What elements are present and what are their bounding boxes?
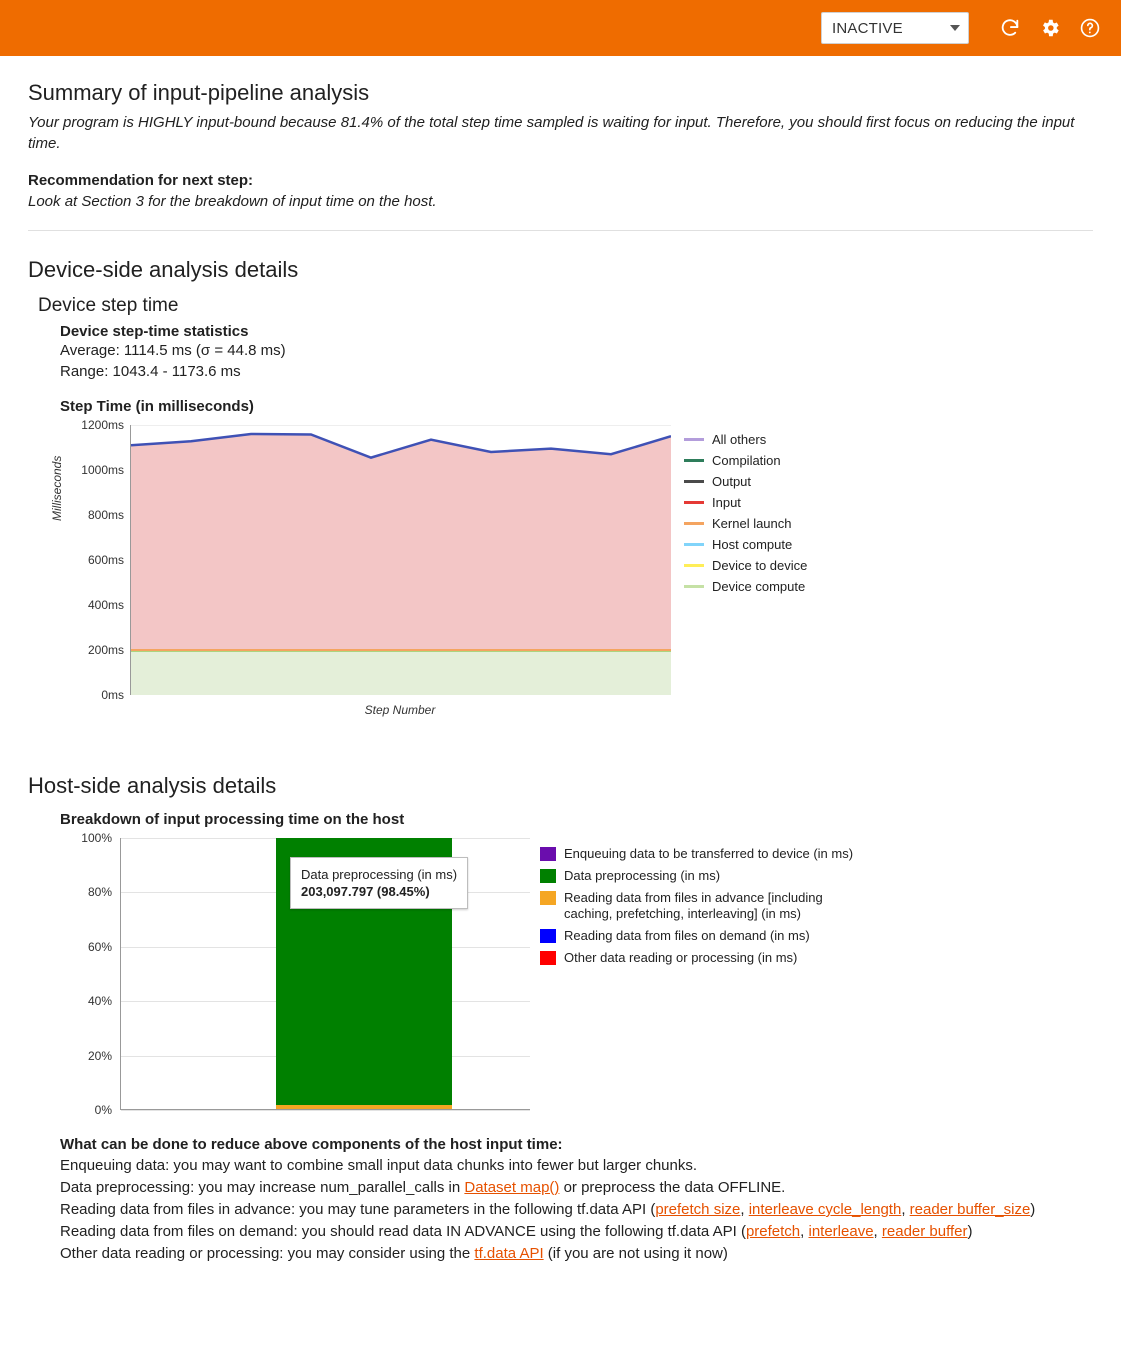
gear-icon[interactable] (1033, 11, 1067, 45)
host-tips-title: What can be done to reduce above components of the host input time: (60, 1136, 563, 1153)
legend-item[interactable] (684, 576, 807, 597)
tip-text: ) (967, 1223, 973, 1240)
device-y-axis-label: Milliseconds (50, 455, 64, 521)
tip-text: Data preprocessing: you may increase num_parallel_calls in (60, 1179, 465, 1196)
legend-item[interactable] (684, 534, 807, 555)
recommendation-body: Look at Section 3 for the breakdown of input time on the host. (28, 193, 437, 210)
legend-label: Compilation (712, 453, 781, 468)
legend-swatch (540, 869, 556, 883)
device-y-tick: 400ms (87, 598, 124, 612)
tip-link[interactable]: reader buffer_size (909, 1201, 1031, 1218)
device-legend (684, 425, 807, 597)
device-y-tick: 800ms (87, 508, 124, 522)
legend-item[interactable] (540, 928, 864, 944)
host-plot-area (60, 831, 530, 1128)
host-y-tick: 40% (87, 994, 112, 1009)
device-plot-inner (130, 425, 670, 695)
legend-item[interactable] (684, 492, 807, 513)
tip-link[interactable]: Dataset map() (464, 1179, 560, 1196)
legend-swatch (684, 438, 704, 441)
legend-item[interactable] (540, 890, 864, 922)
tip-text: Other data reading or processing: you may consider using the (60, 1245, 475, 1262)
bar-reading-in-advance[interactable] (276, 1105, 452, 1109)
tip-text: ) (1030, 1201, 1036, 1218)
tip-link[interactable]: interleave (808, 1223, 874, 1240)
tip-line (60, 1199, 1093, 1221)
device-section-title: Device-side analysis details (28, 257, 299, 282)
device-y-tick: 600ms (87, 553, 124, 567)
tip-text: , (873, 1223, 882, 1240)
host-y-tick: 80% (87, 885, 112, 900)
legend-label: Reading data from files on demand (in ms) (564, 928, 810, 943)
legend-item[interactable] (684, 450, 807, 471)
host-legend (540, 838, 864, 972)
legend-label: Device compute (712, 579, 806, 594)
legend-swatch (684, 480, 704, 483)
tooltip-title: Data preprocessing (in ms) (301, 867, 458, 882)
device-area-svg (131, 425, 671, 695)
device-y-tick: 1200ms (81, 418, 124, 432)
device-stat-average: Average: 1114.5 ms (σ = 44.8 ms) (60, 342, 286, 359)
tip-line (60, 1155, 1093, 1177)
legend-label: Output (712, 474, 752, 489)
host-chart-title: Breakdown of input processing time on the host (60, 811, 405, 828)
legend-swatch (684, 585, 704, 588)
host-tips (60, 1136, 1093, 1265)
device-stat-range: Range: 1043.4 - 1173.6 ms (60, 363, 241, 380)
legend-label: Kernel launch (712, 516, 792, 531)
tip-text: or preprocess the data OFFLINE. (559, 1179, 786, 1196)
legend-item[interactable] (684, 471, 807, 492)
page-title: Summary of input-pipeline analysis (28, 80, 370, 105)
tooltip-value: 203,097.797 (98.45%) (301, 884, 430, 899)
refresh-icon[interactable] (993, 11, 1027, 45)
help-icon[interactable] (1073, 11, 1107, 45)
tip-link[interactable]: tf.data API (474, 1245, 544, 1262)
device-plot-area (50, 418, 670, 717)
tip-line (60, 1243, 1093, 1265)
device-stats-title: Device step-time statistics (60, 323, 249, 340)
legend-item[interactable] (684, 429, 807, 450)
tip-line (60, 1177, 1093, 1199)
tip-text: (if you are not using it now) (543, 1245, 728, 1262)
tip-text: Reading data from files on demand: you should read data IN ADVANCE using the following tf.data API ( (60, 1223, 746, 1240)
device-y-tick: 200ms (87, 643, 124, 657)
device-x-axis-label: Step Number (364, 703, 436, 717)
device-y-tick: 1000ms (81, 463, 124, 477)
run-selector-value: INACTIVE (832, 19, 903, 37)
legend-swatch (684, 459, 704, 462)
legend-label: Other data reading or processing (in ms) (564, 950, 798, 965)
run-selector[interactable] (821, 12, 969, 44)
tip-line (60, 1221, 1093, 1243)
host-section-title: Host-side analysis details (28, 773, 277, 798)
device-step-time-chart (50, 398, 1093, 717)
legend-label: Reading data from files in advance [including caching, prefetching, interleaving] (in ms) (564, 890, 823, 921)
legend-item[interactable] (684, 555, 807, 576)
tip-text: , (901, 1201, 910, 1218)
legend-swatch (684, 543, 704, 546)
host-breakdown-chart (60, 811, 1093, 1128)
legend-swatch (540, 951, 556, 965)
legend-item[interactable] (540, 846, 864, 862)
legend-item[interactable] (540, 950, 864, 966)
legend-label: Data preprocessing (in ms) (564, 868, 721, 883)
legend-label: Enqueuing data to be transferred to device (in ms) (564, 846, 854, 861)
legend-label: Input (712, 495, 741, 510)
legend-swatch (684, 501, 704, 504)
legend-swatch (540, 847, 556, 861)
tip-link[interactable]: interleave cycle_length (748, 1201, 902, 1218)
tip-text: , (800, 1223, 809, 1240)
legend-swatch (684, 522, 704, 525)
legend-item[interactable] (684, 513, 807, 534)
host-y-tick: 20% (87, 1048, 112, 1063)
legend-label: All others (712, 432, 767, 447)
legend-item[interactable] (540, 868, 864, 884)
device-step-time-title: Device step time (38, 295, 179, 316)
recommendation-label: Recommendation for next step: (28, 172, 254, 189)
host-y-tick: 60% (87, 939, 112, 954)
tip-text: , (740, 1201, 749, 1218)
legend-swatch (540, 929, 556, 943)
tip-link[interactable]: prefetch (745, 1223, 801, 1240)
tip-link[interactable]: reader buffer (881, 1223, 968, 1240)
top-toolbar (0, 0, 1121, 56)
host-y-tick: 0% (94, 1103, 112, 1117)
tip-text: Enqueuing data: you may want to combine small input data chunks into fewer but larger chunks. (60, 1157, 698, 1174)
summary-body: Your program is HIGHLY input-bound because 81.4% of the total step time sampled is waiting for input. Therefore, you should first focus on reducing the input time. (28, 114, 1075, 152)
tip-text: Reading data from files in advance: you may tune parameters in the following tf.data API ( (60, 1201, 656, 1218)
host-y-tick: 100% (81, 831, 112, 845)
legend-swatch (684, 564, 704, 567)
legend-label: Host compute (712, 537, 793, 552)
device-y-tick: 0ms (101, 688, 124, 702)
chart-tooltip (290, 857, 468, 909)
device-chart-title: Step Time (in milliseconds) (60, 398, 254, 415)
legend-swatch (540, 891, 556, 905)
chevron-down-icon (950, 25, 960, 31)
tip-link[interactable]: prefetch size (655, 1201, 741, 1218)
legend-label: Device to device (712, 558, 808, 573)
summary-section (28, 56, 1093, 231)
